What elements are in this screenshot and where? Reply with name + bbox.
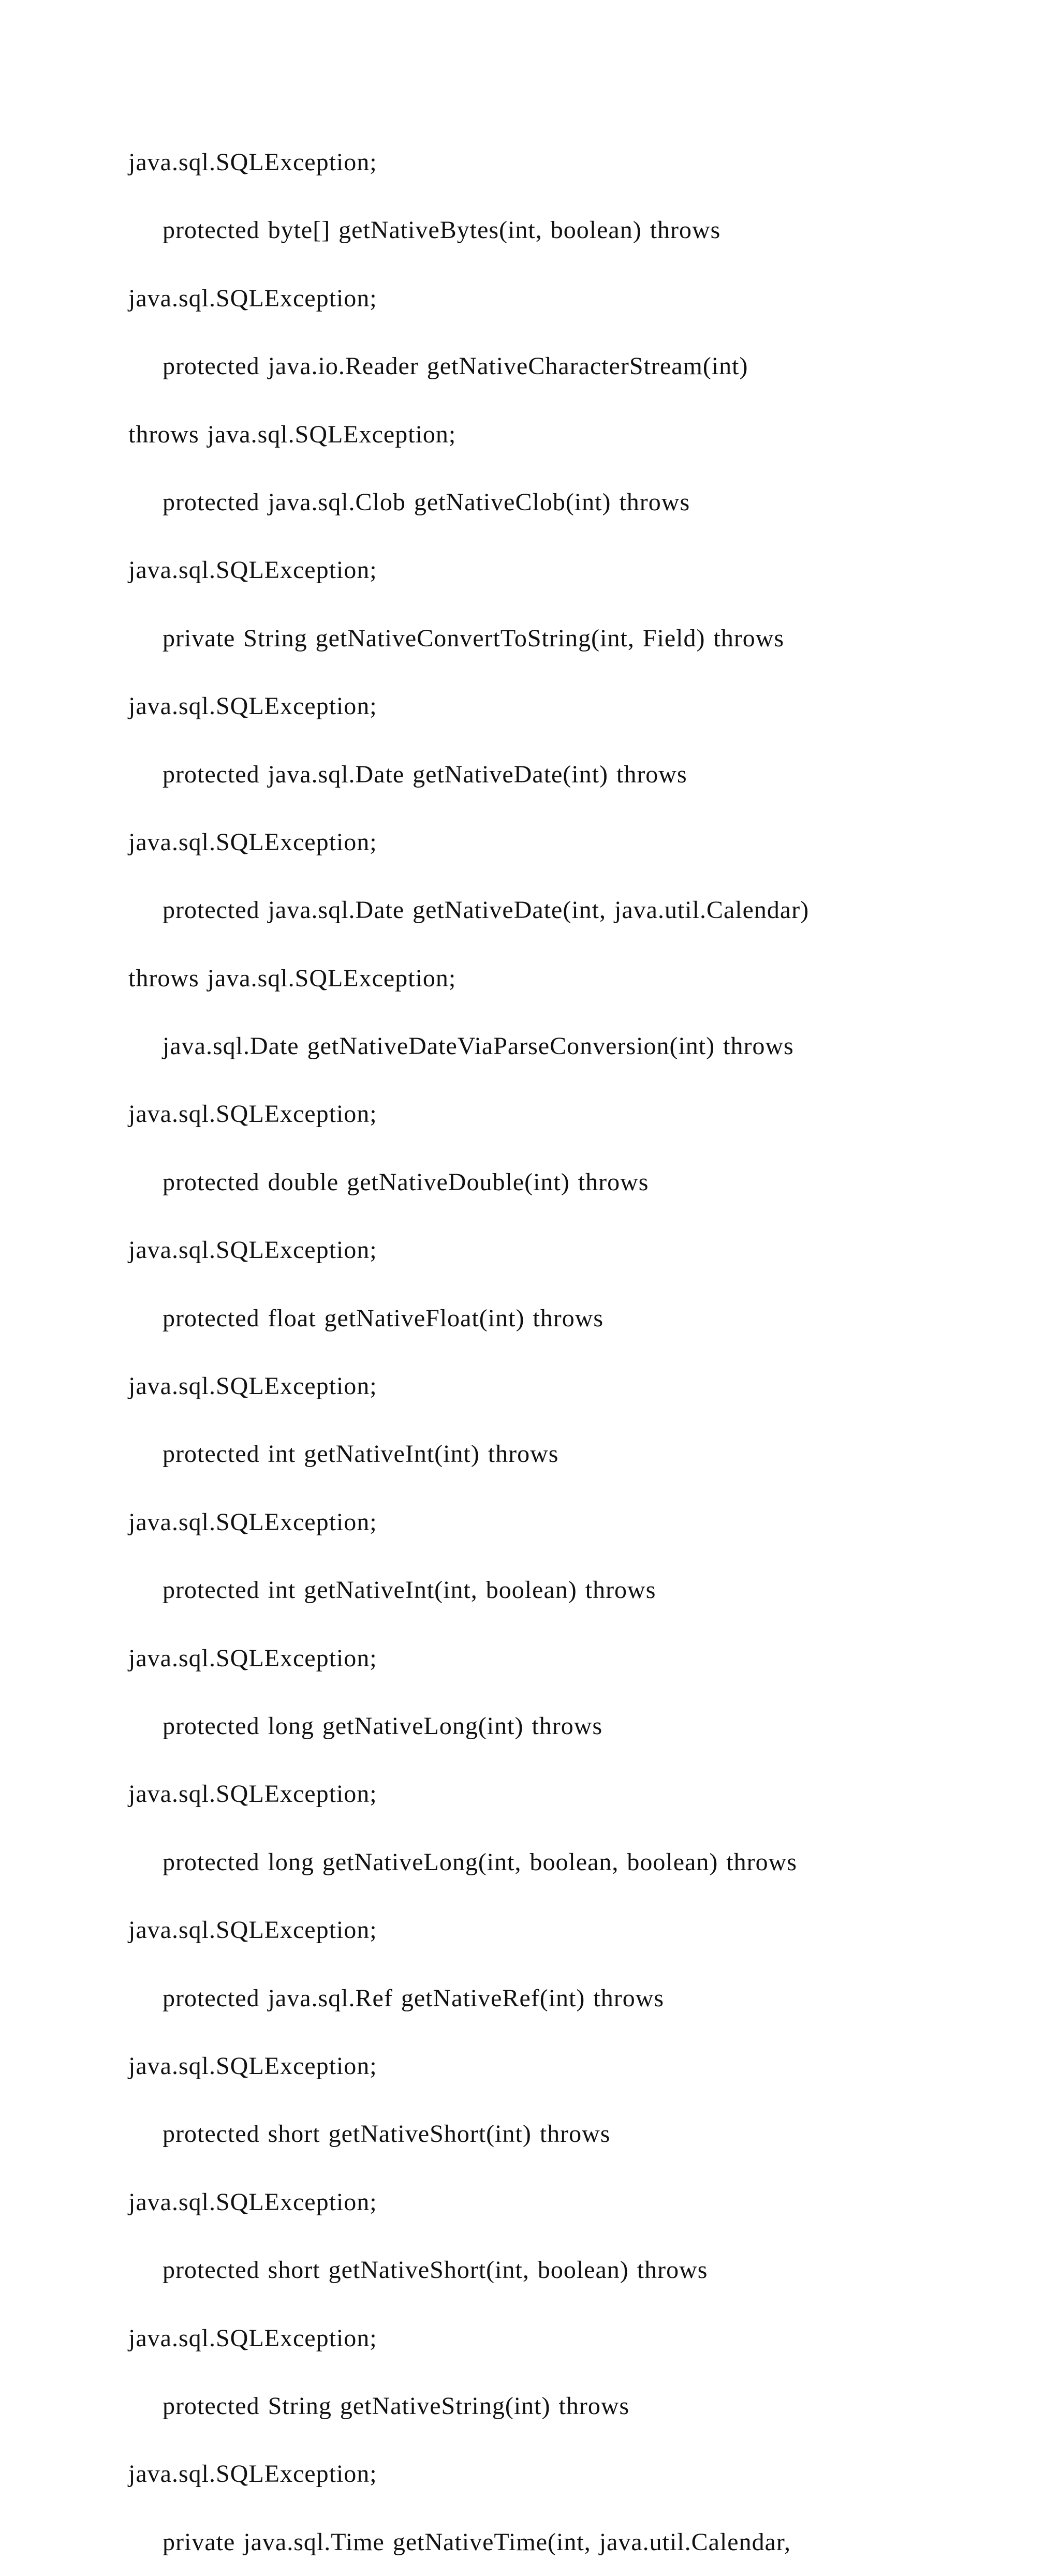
text-line: protected double getNativeDouble(int) throws	[163, 1168, 649, 1196]
text-line: java.sql.SQLException;	[128, 2052, 377, 2080]
code-listing	[128, 128, 988, 2576]
text-line: java.sql.SQLException;	[128, 1100, 377, 1128]
text-line: throws java.sql.SQLException;	[128, 964, 457, 992]
text-line: protected float getNativeFloat(int) throws	[163, 1304, 604, 1332]
text-line: java.sql.SQLException;	[128, 284, 377, 312]
text-line: java.sql.SQLException;	[128, 1508, 377, 1536]
text-line: java.sql.SQLException;	[128, 692, 377, 720]
text-line: throws java.sql.SQLException;	[128, 420, 457, 448]
text-line: protected java.sql.Date getNativeDate(int) throws	[163, 760, 687, 788]
text-line: private java.sql.Time getNativeTime(int, java.util.Calendar,	[163, 2528, 791, 2556]
text-line: java.sql.SQLException;	[128, 1236, 377, 1264]
text-line: protected java.sql.Clob getNativeClob(int) throws	[163, 488, 690, 516]
text-line: protected java.sql.Date getNativeDate(int, java.util.Calendar)	[163, 896, 809, 924]
text-line: protected byte[] getNativeBytes(int, boolean) throws	[163, 216, 721, 244]
text-line: private String getNativeConvertToString(int, Field) throws	[163, 624, 785, 652]
text-line: protected java.io.Reader getNativeCharacterStream(int)	[163, 352, 748, 380]
text-line: protected java.sql.Ref getNativeRef(int) throws	[163, 1984, 665, 2012]
text-line: protected long getNativeLong(int) throws	[163, 1712, 603, 1740]
text-line: java.sql.SQLException;	[128, 149, 377, 176]
text-line: java.sql.SQLException;	[128, 2324, 377, 2352]
text-line: java.sql.SQLException;	[128, 2188, 377, 2216]
text-line: java.sql.SQLException;	[128, 2460, 377, 2488]
text-line: protected int getNativeInt(int, boolean) throws	[163, 1576, 656, 1604]
text-line: java.sql.SQLException;	[128, 1644, 377, 1672]
text-line: java.sql.Date getNativeDateViaParseConversion(int) throws	[163, 1032, 794, 1060]
text-line: protected short getNativeShort(int) throws	[163, 2120, 611, 2148]
text-line: java.sql.SQLException;	[128, 1372, 377, 1400]
text-line: java.sql.SQLException;	[128, 1916, 377, 1944]
text-line: java.sql.SQLException;	[128, 1780, 377, 1808]
text-line: java.sql.SQLException;	[128, 828, 377, 856]
text-line: protected String getNativeString(int) throws	[163, 2392, 630, 2420]
text-line: protected int getNativeInt(int) throws	[163, 1440, 559, 1468]
text-line: java.sql.SQLException;	[128, 556, 377, 584]
text-line: protected long getNativeLong(int, boolean, boolean) throws	[163, 1848, 798, 1876]
text-line: protected short getNativeShort(int, boolean) throws	[163, 2256, 708, 2284]
